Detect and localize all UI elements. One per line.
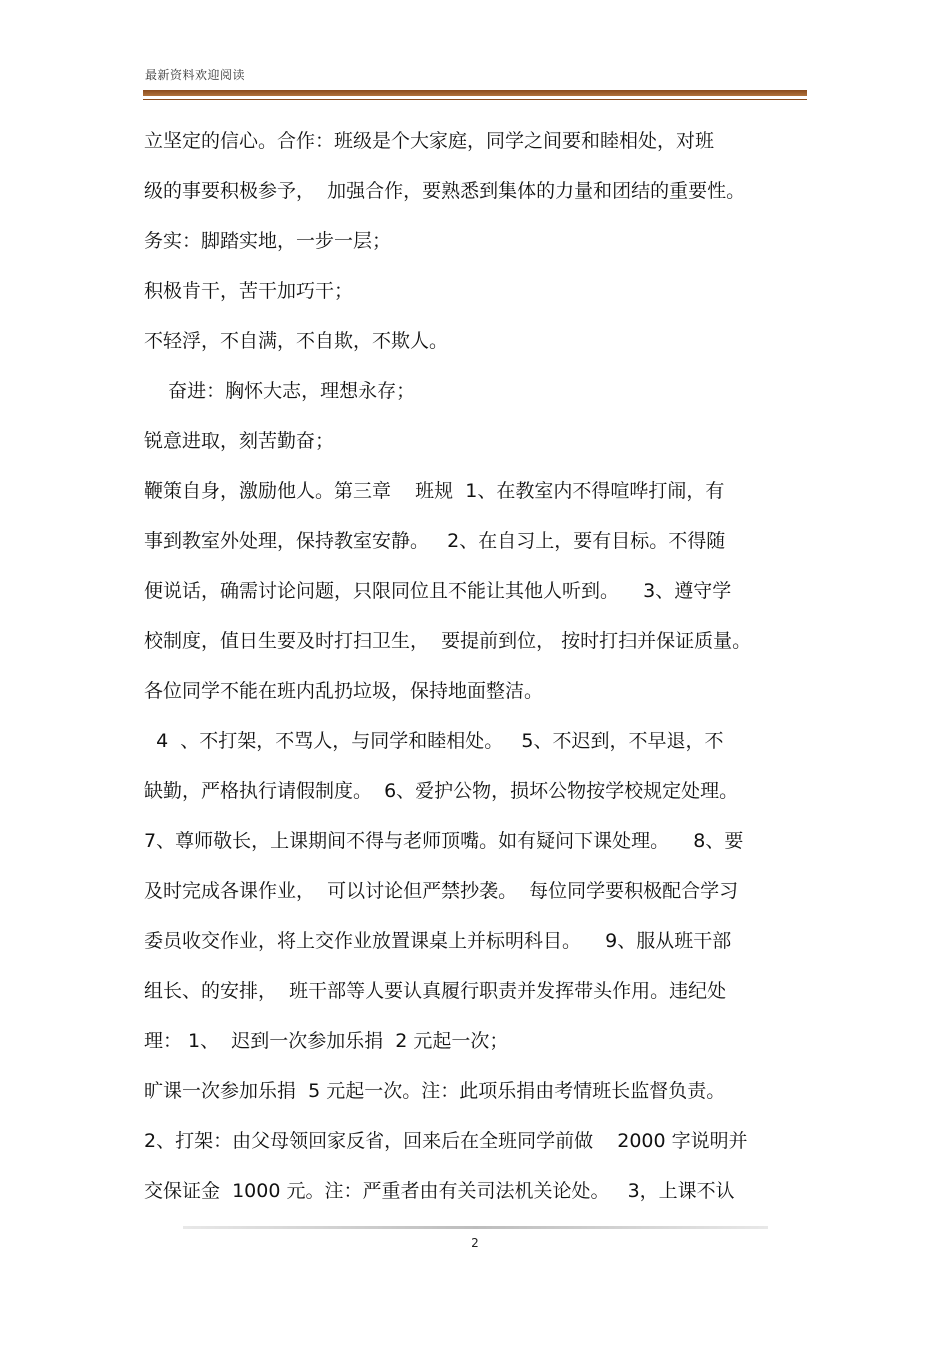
text-line: 7、尊师敬长，上课期间不得与老师顶嘴。如有疑问下课处理。 8、要 (144, 830, 744, 852)
text-line: 奋进：胸怀大志，理想永存； (144, 380, 416, 402)
text-line: 4 、不打架，不骂人，与同学和睦相处。 5、不迟到，不早退，不 (144, 730, 724, 752)
text-line: 缺勤，严格执行请假制度。 6、爱护公物，损坏公物按学校规定处理。 (144, 780, 739, 802)
footer-rule (183, 1226, 768, 1229)
text-line: 各位同学不能在班内乱扔垃圾，保持地面整洁。 (144, 680, 544, 702)
text-line: 立坚定的信心。合作：班级是个大家庭，同学之间要和睦相处，对班 (144, 130, 715, 152)
text-line: 鞭策自身，激励他人。第三章 班规 1、在教室内不得喧哗打闹，有 (144, 480, 725, 502)
text-line: 便说话，确需讨论问题，只限同位且不能让其他人听到。 3、遵守学 (144, 580, 732, 602)
text-line: 理： 1、 迟到一次参加乐捐 2 元起一次； (144, 1030, 509, 1052)
text-line: 锐意进取，刻苦勤奋； (144, 430, 335, 452)
page-header: 最新资料欢迎阅读 (145, 68, 246, 82)
header-rule-thin (143, 99, 807, 100)
page-number: 2 (471, 1236, 479, 1250)
text-line: 事到教室外处理，保持教室安静。 2、在自习上，要有目标。不得随 (144, 530, 726, 552)
text-line: 务实：脚踏实地，一步一层； (144, 230, 392, 252)
text-line: 旷课一次参加乐捐 5 元起一次。注：此项乐捐由考情班长监督负责。 (144, 1080, 726, 1102)
header-rule-thick (143, 90, 807, 96)
text-line: 交保证金 1000 元。注：严重者由有关司法机关论处。 3，上课不认 (144, 1180, 735, 1202)
text-line: 不轻浮，不自满，不自欺，不欺人。 (144, 330, 449, 352)
text-line: 委员收交作业，将上交作业放置课桌上并标明科目。 9、服从班干部 (144, 930, 732, 952)
text-line: 2、打架：由父母领回家反省，回来后在全班同学前做 2000 字说明并 (144, 1130, 748, 1152)
text-line: 及时完成各课作业， 可以讨论但严禁抄袭。 每位同学要积极配合学习 (144, 880, 739, 902)
text-line: 组长、的安排， 班干部等人要认真履行职责并发挥带头作用。违纪处 (144, 980, 727, 1002)
text-line: 级的事要积极参予， 加强合作，要熟悉到集体的力量和团结的重要性。 (144, 180, 746, 202)
text-line: 积极肯干，苦干加巧干； (144, 280, 354, 302)
text-line: 校制度，值日生要及时打扫卫生， 要提前到位， 按时打扫并保证质量。 (144, 630, 752, 652)
